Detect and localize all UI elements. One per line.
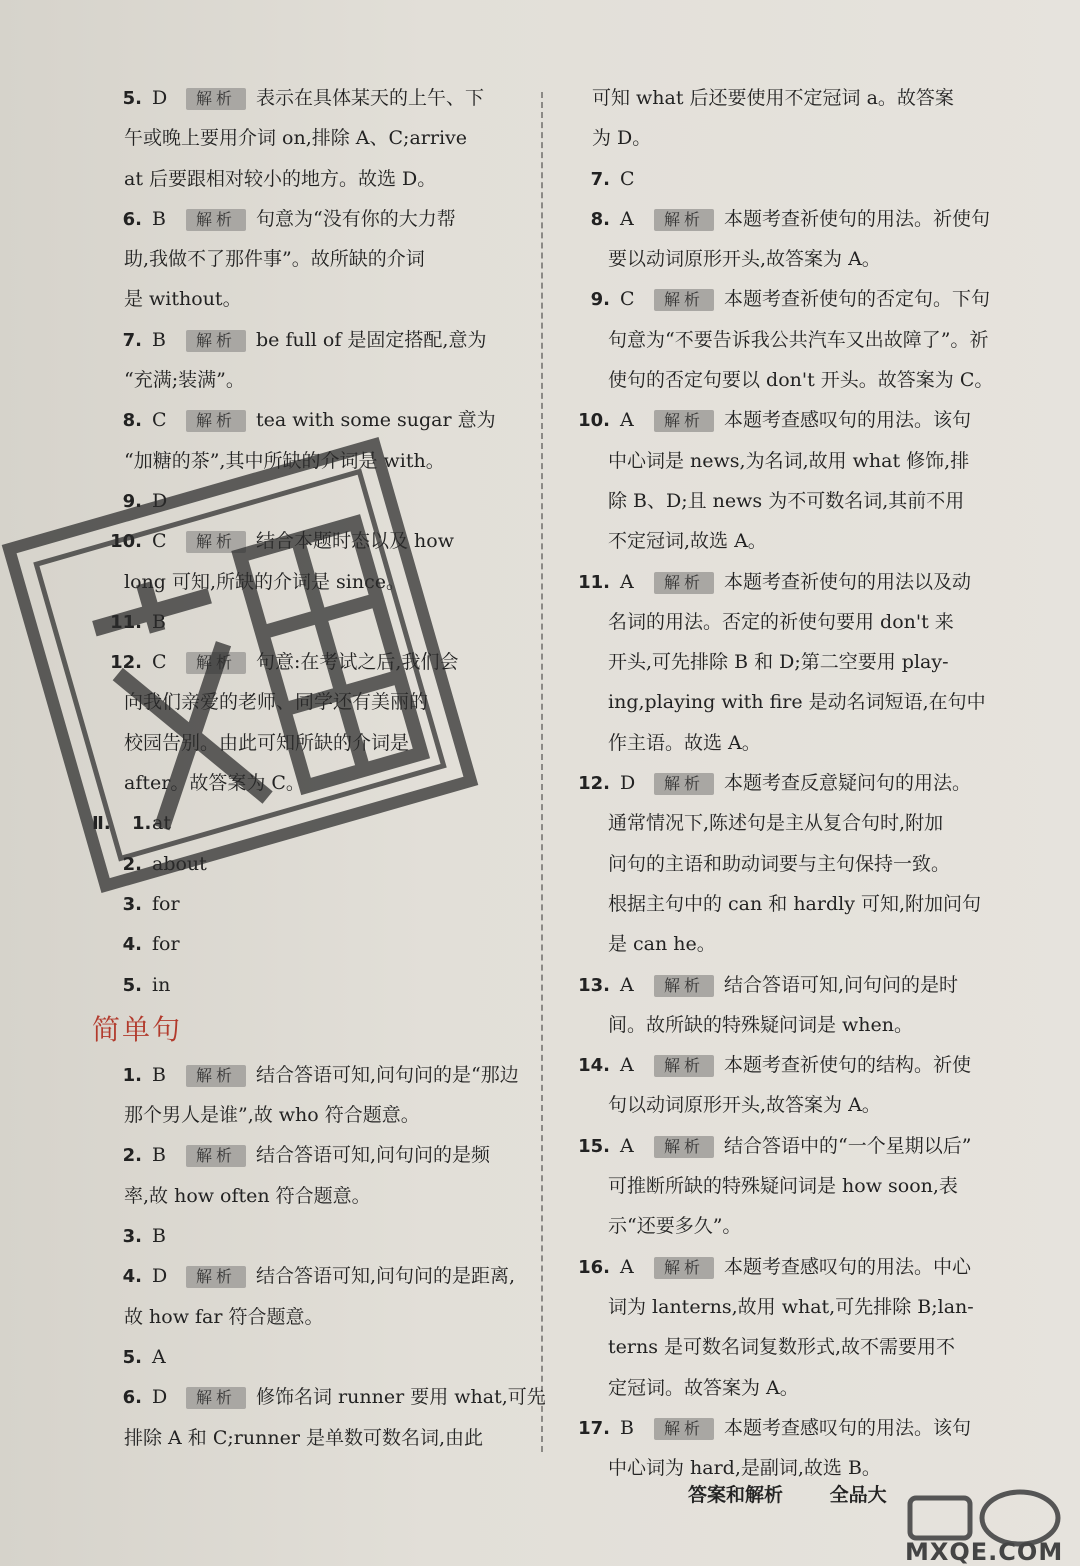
answer-item xyxy=(92,1256,532,1296)
answer-item xyxy=(560,1408,1015,1448)
explanation-line: 除 B、D;且 news 为不可数名词,其前不用 xyxy=(608,489,965,512)
explanation-continuation xyxy=(560,118,1015,158)
explanation-continuation xyxy=(560,1085,1015,1125)
item-number: 2. xyxy=(122,1145,142,1167)
explanation-continuation xyxy=(92,279,532,319)
explanation-continuation xyxy=(560,642,1015,682)
analysis-tag: 解析 xyxy=(186,1387,246,1409)
answer-item xyxy=(560,1247,1015,1287)
fill-in-answer: for xyxy=(152,933,180,956)
item-number: 5. xyxy=(122,88,142,109)
analysis-tag: 解析 xyxy=(186,1266,246,1288)
explanation-line: 问句的主语和助动词要与主句保持一致。 xyxy=(608,852,951,875)
explanation-continuation xyxy=(560,844,1015,884)
explanation-continuation xyxy=(560,1368,1015,1408)
explanation-continuation xyxy=(92,1297,532,1337)
answer-item xyxy=(560,965,1015,1005)
analysis-tag: 解析 xyxy=(186,410,246,432)
item-number: 10. xyxy=(110,531,142,553)
explanation-line: 句以动词原形开头,故答案为 A。 xyxy=(608,1094,881,1117)
item-number: 7. xyxy=(122,329,142,351)
explanation-continuation xyxy=(92,118,532,158)
analysis-tag: 解析 xyxy=(186,1065,246,1087)
explanation-continuation xyxy=(560,924,1015,964)
fill-in-answer: for xyxy=(152,892,180,915)
item-number: 3. xyxy=(122,1226,142,1248)
explanation-line: 结合答语可知,问句问的是时 xyxy=(724,973,959,996)
item-number: 8. xyxy=(590,208,610,230)
analysis-tag: 解析 xyxy=(654,289,714,311)
answer-choice: B xyxy=(152,610,166,633)
explanation-line: 排除 A 和 C;runner 是单数可数名词,由此 xyxy=(124,1426,483,1449)
answer-choice: C xyxy=(620,288,635,311)
item-number: 12. xyxy=(110,652,142,674)
analysis-tag: 解析 xyxy=(654,975,714,997)
answer-choice: B xyxy=(152,1063,166,1086)
answer-choice: D xyxy=(152,489,168,512)
explanation-continuation xyxy=(560,1287,1015,1327)
explanation-continuation xyxy=(560,1005,1015,1045)
explanation-line: “加糖的茶”,其中所缺的介词是 with。 xyxy=(124,449,445,472)
analysis-tag: 解析 xyxy=(654,1418,714,1440)
explanation-line: 通常情况下,陈述句是主从复合句时,附加 xyxy=(608,812,944,835)
analysis-tag: 解析 xyxy=(186,88,246,110)
answer-choice: A xyxy=(620,570,634,593)
analysis-tag: 解析 xyxy=(654,1257,714,1279)
item-number: 1. xyxy=(122,1064,142,1086)
explanation-line: 开头,可先排除 B 和 D;第二空要用 play- xyxy=(608,651,949,674)
explanation-continuation xyxy=(560,682,1015,722)
right-column xyxy=(560,78,1015,1488)
explanation-line: 间。故所缺的特殊疑问词是 when。 xyxy=(608,1013,914,1036)
explanation-continuation xyxy=(560,602,1015,642)
column-divider xyxy=(541,92,543,1452)
explanation-line: 根据主句中的 can 和 hardly 可知,附加问句 xyxy=(608,892,982,915)
item-number: 17. xyxy=(578,1417,610,1439)
explanation-line: 修饰名词 runner 要用 what,可先 xyxy=(256,1386,546,1409)
explanation-line: 本题考查感叹句的用法。该句 xyxy=(724,1416,972,1439)
answer-item xyxy=(92,1337,532,1377)
explanation-continuation xyxy=(560,1327,1015,1367)
item-number: 2. xyxy=(122,853,142,875)
explanation-line: ing,playing with fire 是动名词短语,在句中 xyxy=(608,691,986,714)
explanation-line: 本题考查祈使句的结构。祈使 xyxy=(724,1054,972,1077)
explanation-line: 是 without。 xyxy=(124,288,242,311)
answer-choice: D xyxy=(620,772,636,795)
answer-item xyxy=(560,763,1015,803)
item-number: 11. xyxy=(578,571,610,593)
explanation-continuation xyxy=(92,360,532,400)
explanation-line: 可知 what 后还要使用不定冠词 a。故答案 xyxy=(592,87,954,109)
explanation-continuation xyxy=(560,481,1015,521)
explanation-line: tea with some sugar 意为 xyxy=(256,409,496,432)
analysis-tag: 解析 xyxy=(654,572,714,594)
explanation-line: 结合答语可知,问句问的是“那边 xyxy=(256,1063,519,1086)
explanation-line: 中心词为 hard,是副词,故选 B。 xyxy=(608,1457,881,1480)
analysis-tag: 解析 xyxy=(186,330,246,352)
explanation-line: 定冠词。故答案为 A。 xyxy=(608,1376,799,1399)
fill-in-answer: at xyxy=(152,812,171,835)
answer-item xyxy=(560,279,1015,319)
item-number: 15. xyxy=(578,1135,610,1157)
item-number: 9. xyxy=(122,490,142,512)
answer-item xyxy=(92,1216,532,1256)
explanation-line: 使句的否定句要以 don't 开头。故答案为 C。 xyxy=(608,369,994,392)
answer-choice: D xyxy=(152,1265,168,1288)
item-number: 8. xyxy=(122,410,142,432)
answer-choice: C xyxy=(152,651,167,674)
explanation-line: 向我们亲爱的老师、同学还有美丽的 xyxy=(124,691,429,714)
explanation-line: terns 是可数名词复数形式,故不需要用不 xyxy=(608,1336,956,1359)
item-number: 9. xyxy=(590,289,610,311)
answer-choice: D xyxy=(152,87,168,109)
item-number: 6. xyxy=(122,208,142,230)
answer-item xyxy=(92,1377,546,1417)
explanation-continuation xyxy=(560,441,1015,481)
answer-item xyxy=(92,78,532,118)
explanation-line: 不定冠词,故选 A。 xyxy=(608,530,767,553)
explanation-line: 可推断所缺的特殊疑问词是 how soon,表 xyxy=(608,1175,958,1198)
explanation-line: 示“还要多久”。 xyxy=(608,1215,742,1238)
answer-item xyxy=(560,199,1015,239)
explanation-line: 为 D。 xyxy=(592,127,652,150)
explanation-continuation xyxy=(560,239,1015,279)
explanation-line: 本题考查感叹句的用法。该句 xyxy=(724,409,972,432)
analysis-tag: 解析 xyxy=(654,773,714,795)
item-number: 11. xyxy=(110,611,142,633)
item-number: 14. xyxy=(578,1055,610,1077)
fill-in-answer: in xyxy=(152,973,171,996)
explanation-line: 中心词是 news,为名词,故用 what 修饰,排 xyxy=(608,449,970,472)
item-number: 13. xyxy=(578,974,610,996)
answer-choice: A xyxy=(620,1255,634,1278)
explanation-line: 作主语。故选 A。 xyxy=(608,731,761,754)
explanation-line: 本题考查祈使句的否定句。下句 xyxy=(724,288,991,311)
item-number: 5. xyxy=(122,1346,142,1368)
analysis-tag: 解析 xyxy=(654,209,714,231)
explanation-line: at 后要跟相对较小的地方。故选 D。 xyxy=(124,167,437,190)
answer-item xyxy=(92,320,532,360)
answer-item xyxy=(92,400,532,440)
explanation-line: 本题考查祈使句的用法。祈使句 xyxy=(724,207,991,230)
item-number: 4. xyxy=(122,934,142,956)
item-number: 4. xyxy=(122,1266,142,1288)
explanation-line: 故 how far 符合题意。 xyxy=(124,1305,324,1328)
answer-choice: D xyxy=(152,1386,168,1409)
item-number: 12. xyxy=(578,773,610,795)
explanation-line: 要以动词原形开头,故答案为 A。 xyxy=(608,248,881,271)
answer-choice: B xyxy=(152,1225,166,1248)
explanation-continuation xyxy=(92,1418,532,1458)
analysis-tag: 解析 xyxy=(654,410,714,432)
page-footer xyxy=(688,1480,927,1507)
explanation-line: 句意:在考试之后,我们会 xyxy=(256,651,459,674)
analysis-tag: 解析 xyxy=(654,1055,714,1077)
answer-choice: A xyxy=(620,973,634,996)
explanation-line: 午或晚上要用介词 on,排除 A、C;arrive xyxy=(124,127,468,150)
section-title: 简单句 xyxy=(92,1012,183,1046)
footer-book-name: 全品大 xyxy=(829,1484,887,1506)
answer-choice: C xyxy=(620,167,635,190)
explanation-continuation xyxy=(560,78,1015,118)
item-number: 6. xyxy=(122,1387,142,1409)
answer-item xyxy=(92,199,532,239)
fill-in-item xyxy=(92,965,532,1005)
explanation-line: 句意为“没有你的大力帮 xyxy=(256,207,456,230)
explanation-continuation xyxy=(92,159,532,199)
explanation-continuation xyxy=(560,320,1015,360)
answer-choice: A xyxy=(620,1054,634,1077)
explanation-continuation xyxy=(92,239,532,279)
explanation-line: 校园告别。由此可知所缺的介词是 xyxy=(124,731,410,754)
answer-choice: B xyxy=(152,207,166,230)
section-numeral: Ⅱ. xyxy=(92,813,111,835)
explanation-line: 那个男人是谁”,故 who 符合题意。 xyxy=(124,1104,420,1127)
answer-choice: B xyxy=(152,328,166,351)
explanation-continuation xyxy=(560,803,1015,843)
answer-item xyxy=(560,1045,1015,1085)
explanation-continuation xyxy=(92,1095,532,1135)
answer-item xyxy=(560,400,1015,440)
answer-choice: C xyxy=(152,530,167,553)
explanation-line: 词为 lanterns,故用 what,可先排除 B;lan- xyxy=(608,1295,974,1318)
explanation-line: 结合答语可知,问句问的是距离, xyxy=(256,1265,516,1288)
explanation-continuation xyxy=(560,723,1015,763)
answer-item xyxy=(560,562,1015,602)
explanation-continuation xyxy=(560,884,1015,924)
answer-item xyxy=(560,1126,1015,1166)
item-number: 3. xyxy=(122,893,142,915)
analysis-tag: 解析 xyxy=(186,531,246,553)
answer-choice: A xyxy=(620,1134,634,1157)
analysis-tag: 解析 xyxy=(186,652,246,674)
item-number: 7. xyxy=(590,168,610,190)
item-number: 5. xyxy=(122,974,142,996)
explanation-line: 率,故 how often 符合题意。 xyxy=(124,1184,371,1207)
answer-choice: A xyxy=(620,409,634,432)
explanation-continuation xyxy=(560,521,1015,561)
explanation-line: 结合答语中的“一个星期以后” xyxy=(724,1134,972,1157)
explanation-continuation xyxy=(560,1206,1015,1246)
footer-label: 答案和解析 xyxy=(688,1484,784,1506)
answer-choice: C xyxy=(152,409,167,432)
explanation-line: 助,我做不了那件事”。故所缺的介词 xyxy=(124,248,425,271)
explanation-line: 本题考查祈使句的用法以及动 xyxy=(724,570,972,593)
explanation-line: 结合本题时态以及 how xyxy=(256,530,454,553)
explanation-line: be full of 是固定搭配,意为 xyxy=(256,328,487,351)
answer-item xyxy=(92,1055,532,1095)
watermark-text: MXQE.COM xyxy=(905,1538,1064,1566)
item-number: 16. xyxy=(578,1256,610,1278)
explanation-continuation xyxy=(560,360,1015,400)
item-number: 10. xyxy=(578,410,610,432)
fill-in-item xyxy=(92,924,532,964)
item-number: 1. xyxy=(132,813,152,835)
explanation-line: long 可知,所缺的介词是 since。 xyxy=(124,570,405,593)
explanation-line: after。故答案为 C。 xyxy=(124,772,305,795)
explanation-line: 本题考查感叹句的用法。中心 xyxy=(724,1255,972,1278)
explanation-continuation xyxy=(560,1166,1015,1206)
explanation-continuation xyxy=(92,1176,532,1216)
answer-choice: B xyxy=(620,1416,634,1439)
explanation-line: 是 can he。 xyxy=(608,933,716,956)
answer-choice: B xyxy=(152,1144,166,1167)
answer-choice: A xyxy=(620,207,634,230)
explanation-line: 表示在具体某天的上午、下 xyxy=(256,87,485,109)
answer-item xyxy=(560,159,1015,199)
answer-item xyxy=(92,1135,532,1175)
analysis-tag: 解析 xyxy=(186,209,246,231)
fill-in-answer: about xyxy=(152,852,207,875)
explanation-line: 本题考查反意疑问句的用法。 xyxy=(724,772,972,795)
answer-choice: A xyxy=(152,1345,166,1368)
analysis-tag: 解析 xyxy=(654,1136,714,1158)
explanation-line: “充满;装满”。 xyxy=(124,369,245,392)
explanation-line: 句意为“不要告诉我公共汽车又出故障了”。祈 xyxy=(608,328,989,351)
analysis-tag: 解析 xyxy=(186,1145,246,1167)
explanation-line: 名词的用法。否定的祈使句要用 don't 来 xyxy=(608,610,954,633)
explanation-line: 结合答语可知,问句问的是频 xyxy=(256,1144,491,1167)
